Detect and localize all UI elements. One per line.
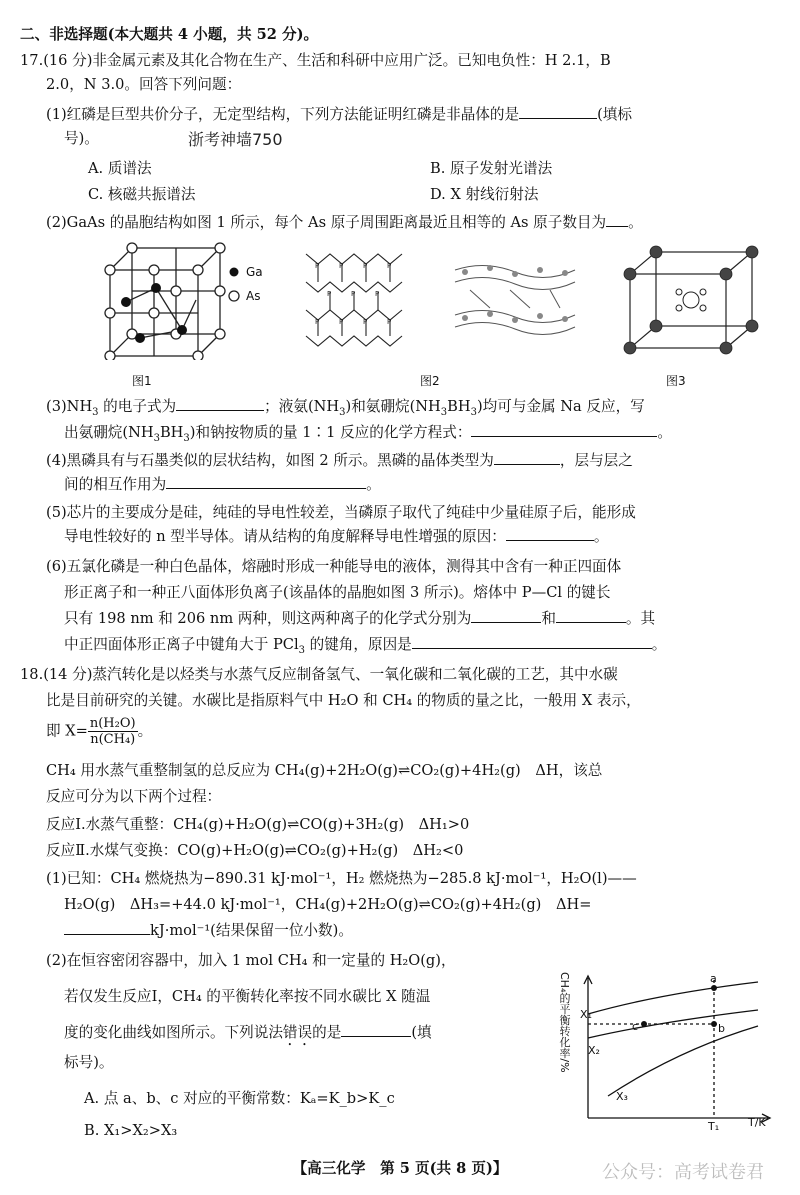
answer-blank[interactable] xyxy=(494,450,560,465)
q17-part5-line1: (5)芯片的主要成分是硅，纯硅的导电性较差，当磷原子取代了纯硅中少量硅原子后，能形成 xyxy=(46,504,636,521)
answer-blank[interactable] xyxy=(506,526,594,541)
q17-part6-line1: (6)五氯化磷是一种白色晶体，熔融时形成一种能导电的液体，测得其中含有一种正四面体 xyxy=(46,558,622,575)
q18-part2-line1: (2)在恒容密闭容器中，加入 1 mol CH₄ 和一定量的 H₂O(g)， xyxy=(46,952,456,969)
answer-blank[interactable] xyxy=(64,920,150,935)
watermark-text: 浙考神墙750 xyxy=(188,130,283,149)
answer-blank[interactable] xyxy=(519,104,597,119)
q17-part6-line3: 只有 198 nm 和 206 nm 两种，则这两种离子的化学式分别为 和 。其 xyxy=(64,610,656,627)
q17-p2-text: (2)GaAs 的晶胞结构如图 1 所示，每个 As 原子周围距离最近且相等的 As 原子数目为 xyxy=(46,214,607,231)
q18-line4: CH₄ 用水蒸气重整制氢的总反应为 CH₄(g)+2H₂O(g)⇌CO₂(g)+4H₂(g) ΔH，该总 xyxy=(46,762,603,779)
q18-line3: 即 X= $\frac{\text{n(H₂O)}}{\text{n(CH₄)}}$ 。 xyxy=(46,716,153,747)
graph-t1-label: T₁ xyxy=(708,1120,720,1133)
reaction-2: 反应Ⅱ.水煤气变换：CO(g)+H₂O(g)⇌CO₂(g)+H₂(g) ΔH₂<0 xyxy=(46,842,464,859)
reaction-1: 反应Ⅰ.水蒸气重整：CH₄(g)+H₂O(g)⇌CO(g)+3H₂(g) ΔH₁>0 xyxy=(46,816,470,833)
figure-layered-structure xyxy=(450,260,580,340)
svg-text:P: P xyxy=(327,290,332,298)
q17-part6-line4: 中正四面体形正离子中键角大于 PCl$_3$ 的键角，原因是 。 xyxy=(64,636,667,656)
svg-text:P: P xyxy=(339,318,344,326)
svg-text:P: P xyxy=(375,290,380,298)
figure-1-label: 图1 xyxy=(132,374,152,388)
answer-blank[interactable] xyxy=(166,474,366,489)
graph-point-b: b xyxy=(718,1022,725,1035)
q17-intro-line2: 2.0，N 3.0。回答下列问题： xyxy=(46,76,242,93)
answer-blank[interactable] xyxy=(556,608,626,623)
q17-part6-line2: 形正离子和一种正八面体形负离子(该晶体的晶胞如图 3 所示)。熔体中 P—Cl 的键长 xyxy=(64,584,611,601)
graph-x-label: T/K xyxy=(748,1116,766,1129)
q17-part1-line1 xyxy=(46,104,632,126)
q17-p1-tail: (填标 xyxy=(597,106,632,123)
q18-option-a: A. 点 a、b、c 对应的平衡常数：Kₐ=K_b>K_c xyxy=(84,1090,395,1107)
answer-blank[interactable] xyxy=(176,396,264,411)
q18-part1-line1: (1)已知：CH₄ 燃烧热为−890.31 kJ·mol⁻¹，H₂ 燃烧热为−285.8 kJ·mol⁻¹，H₂O(l)—— xyxy=(46,870,637,887)
legend-ga: Ga xyxy=(246,265,263,279)
q17-p1-text: (1)红磷是巨型共价分子，无定型结构，下列方法能证明红磷是非晶体的是 xyxy=(46,106,520,123)
q18-part2-line4: 标号)。 xyxy=(64,1054,114,1071)
q17-intro-line1: 17.(16 分)非金属元素及其化合物在生产、生活和科研中应用广泛。已知电负性：H 2.1，B xyxy=(20,52,611,69)
svg-text:P: P xyxy=(363,318,368,326)
q17-part3-line2: 出氨硼烷$(NH_3BH_3)$和钠按物质的量 1∶1 反应的化学方程式： 。 xyxy=(64,424,673,444)
svg-text:P: P xyxy=(315,262,320,270)
section-title: 二、非选择题(本大题共 4 小题，共 52 分)。 xyxy=(20,26,319,43)
q18-option-b: B. X₁>X₂>X₃ xyxy=(84,1122,178,1139)
answer-blank[interactable] xyxy=(341,1022,411,1037)
figure-3-label: 图3 xyxy=(666,374,686,388)
watermark-public-account: 公众号：高考试卷君 xyxy=(602,1162,764,1183)
conversion-graph xyxy=(548,968,778,1138)
q17-part1-line2: 号)。 xyxy=(64,130,99,147)
graph-point-c: c xyxy=(632,1020,639,1033)
option-d: D. X 射线衍射法 xyxy=(430,186,539,203)
answer-blank[interactable] xyxy=(471,608,541,623)
graph-series-x2: X₂ xyxy=(588,1044,600,1057)
option-c: C. 核磁共振谱法 xyxy=(88,186,196,203)
svg-text:P: P xyxy=(315,318,320,326)
q17-part5-line2: 导电性较好的 n 型半导体。请从结构的角度解释导电性增强的原因： 。 xyxy=(64,528,609,545)
svg-text:P: P xyxy=(387,318,392,326)
graph-point-a: a xyxy=(710,972,717,985)
figure-3-pcl5-cell xyxy=(616,238,766,358)
water-carbon-fraction: $\frac{\text{n(H₂O)}}{\text{n(CH₄)}}$ xyxy=(89,716,136,747)
page-footer: 【高三化学 第 5 页(共 8 页)】 xyxy=(292,1160,508,1177)
option-a: A. 质谱法 xyxy=(88,160,152,177)
answer-blank[interactable] xyxy=(471,422,657,437)
q18-part2-line3: 度的变化曲线如图所示。下列说法错误的是 (填 xyxy=(64,1024,432,1041)
graph-y-label: CH₄的平衡转化率/% xyxy=(558,972,571,1073)
q17-part2: (2)GaAs 的晶胞结构如图 1 所示，每个 As 原子周围距离最近且相等的 As 原子数目为 。 xyxy=(46,214,643,231)
q18-line2: 比是目前研究的关键。水碳比是指原料气中 H₂O 和 CH₄ 的物质的量之比，一般用 X 表示， xyxy=(46,692,641,709)
q17-part4-line1: (4)黑磷具有与石墨类似的层状结构，如图 2 所示。黑磷的晶体类型为 ，层与层之 xyxy=(46,452,633,469)
figure-2-black-phosphorus xyxy=(296,244,416,354)
figure-2-label: 图2 xyxy=(420,374,440,388)
graph-series-x1: X₁ xyxy=(580,1008,592,1021)
svg-text:P: P xyxy=(387,262,392,270)
svg-text:P: P xyxy=(351,290,356,298)
q18-part1-line2: H₂O(g) ΔH₃=+44.0 kJ·mol⁻¹，CH₄(g)+2H₂O(g)⇌CO₂(g)+4H₂(g) ΔH= xyxy=(64,896,592,913)
answer-blank[interactable] xyxy=(606,212,628,227)
graph-series-x3: X₃ xyxy=(616,1090,628,1103)
answer-blank[interactable] xyxy=(412,634,652,649)
svg-text:P: P xyxy=(363,262,368,270)
q18-line1: 18.(14 分)蒸汽转化是以烃类与水蒸气反应制备氢气、一氧化碳和二氧化碳的工艺，其中水碳 xyxy=(20,666,618,683)
q18-part1-line3: kJ·mol⁻¹(结果保留一位小数)。 xyxy=(64,920,353,942)
option-b: B. 原子发射光谱法 xyxy=(430,160,553,177)
q17-part4-line2: 间的相互作用为 。 xyxy=(64,476,381,493)
q18-part2-line2: 若仅发生反应Ⅰ，CH₄ 的平衡转化率按不同水碳比 X 随温 xyxy=(64,988,431,1005)
q18-line5: 反应可分为以下两个过程： xyxy=(46,788,222,805)
svg-text:P: P xyxy=(339,262,344,270)
q17-part3-line1: $(3)NH_3$ 的电子式为 ；液氨$(NH_3)$和氨硼烷$(NH_3BH_3)$均可与金属 Na 反应，写 xyxy=(46,398,645,418)
legend-as: As xyxy=(246,289,261,303)
